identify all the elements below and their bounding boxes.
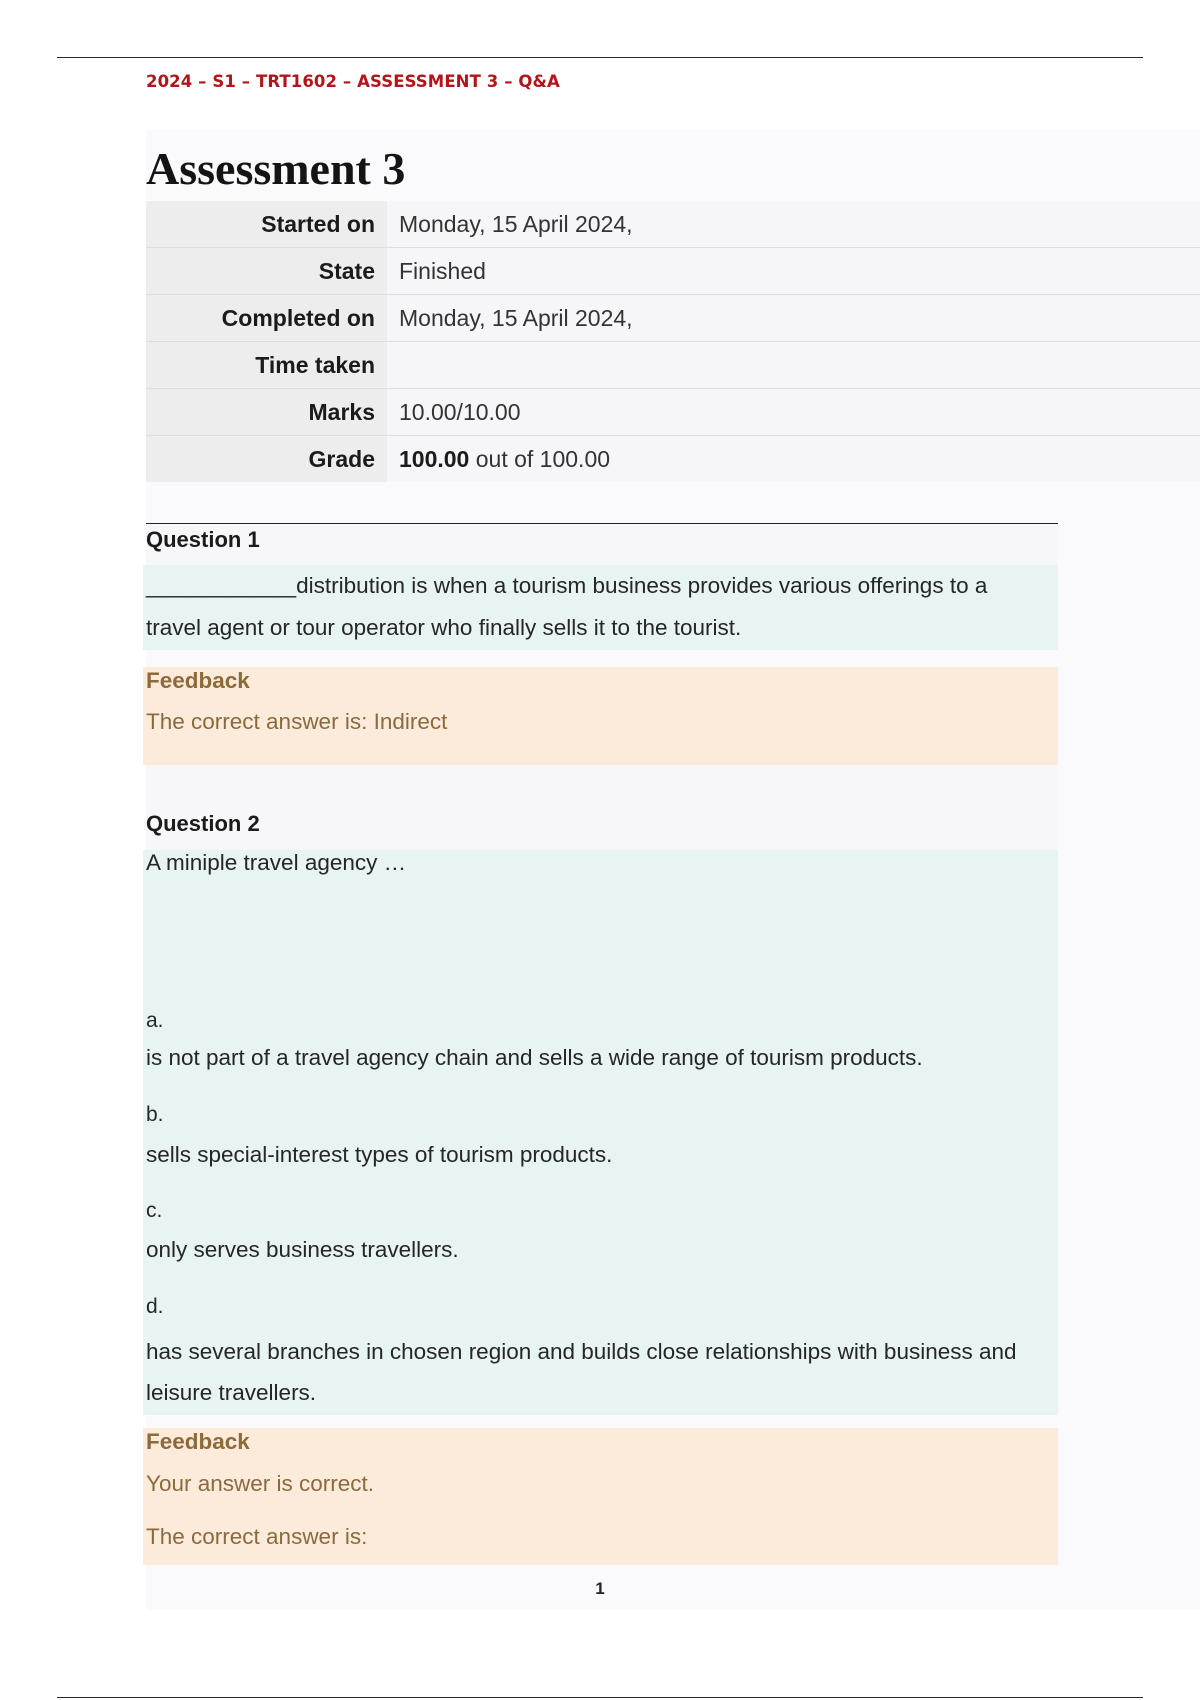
question-1-text [143,565,1058,650]
feedback-title: Feedback [146,668,250,693]
grade-score: 100.00 [399,445,470,472]
summary-label: Time taken [146,342,387,389]
choice-d-text[interactable]: has several branches in chosen region and builds close relationships with business and leisure travellers. [146,1339,1017,1405]
choice-b-text[interactable]: sells special-interest types of tourism products. [146,1142,613,1167]
summary-row-grade [146,436,1200,483]
summary-label: Started on [146,201,387,248]
document-header: 2024 – S1 – TRT1602 – ASSESSMENT 3 – Q&A [146,72,560,91]
summary-label: Grade [146,436,387,483]
choice-a-text[interactable]: is not part of a travel agency chain and sells a wide range of tourism products. [146,1045,923,1070]
question-2-heading: Question 2 [146,765,1058,850]
summary-row-started [146,201,1200,248]
summary-label: Completed on [146,295,387,342]
page-title: Assessment 3 [146,143,406,194]
choice-b-letter: b. [146,1103,164,1126]
summary-value: 10.00/10.00 [387,389,1200,436]
grade-total: out of 100.00 [469,445,611,472]
feedback-answer: The correct answer is: [146,1524,368,1549]
page-number: 1 [595,1579,605,1598]
feedback-title: Feedback [146,1429,250,1454]
choice-a-letter: a. [146,1009,164,1032]
question-1-heading: Question 1 [146,525,1058,565]
summary-value: Monday, 15 April 2024, [387,201,1200,248]
question-2-feedback [143,1428,1058,1565]
feedback-answer: The correct answer is: Indirect [146,709,448,734]
summary-label: State [146,248,387,295]
choice-c-text[interactable]: only serves business travellers. [146,1237,459,1262]
summary-row-state [146,248,1200,295]
question-1-prompt: ____________distribution is when a tourism business provides various offerings to a travel agent or tour operator who finally sells it to the tourist. [146,573,988,640]
summary-value [387,436,1200,483]
question-1-rule [146,523,1058,524]
summary-row-completed [146,295,1200,342]
summary-value: Finished [387,248,1200,295]
question-1-feedback [143,667,1058,765]
choice-d-letter: d. [146,1295,164,1318]
top-rule [57,57,1143,58]
summary-row-marks [146,389,1200,436]
summary-row-time-taken [146,342,1200,389]
question-2-text [143,850,1058,1415]
question-2-prompt: A miniple travel agency … [146,850,407,875]
summary-label: Marks [146,389,387,436]
summary-value: Monday, 15 April 2024, [387,295,1200,342]
summary-value [387,342,1200,389]
bottom-rule [57,1697,1143,1698]
feedback-correct-message: Your answer is correct. [146,1471,375,1496]
choice-c-letter: c. [146,1199,163,1222]
attempt-summary-table [146,201,1200,482]
